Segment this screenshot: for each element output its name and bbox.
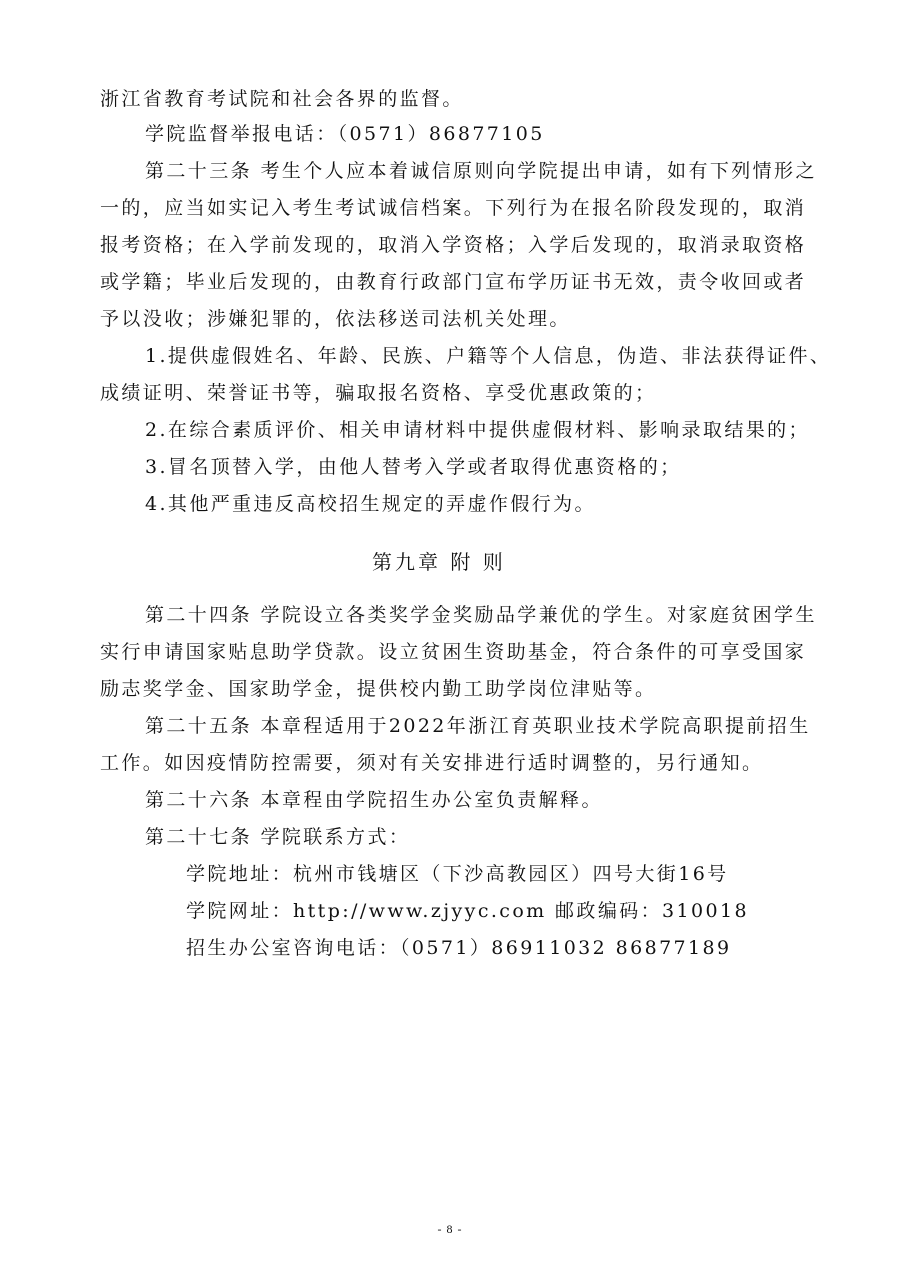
article-23-line-1: 第二十三条 考生个人应本着诚信原则向学院提出申请，如有下列情形之 bbox=[145, 160, 817, 182]
college-address: 学院地址：杭州市钱塘区（下沙高教园区）四号大街16号 bbox=[186, 863, 729, 885]
article-25-line-2: 工作。如因疫情防控需要，须对有关安排进行适时调整的，另行通知。 bbox=[100, 752, 764, 774]
page-number: - 8 - bbox=[437, 1222, 463, 1236]
article-23-line-3: 报考资格；在入学前发现的，取消入学资格；入学后发现的，取消录取资格 bbox=[100, 234, 807, 256]
list-item-3: 3.冒名顶替入学，由他人替考入学或者取得优惠资格的； bbox=[145, 456, 682, 478]
chapter-heading: 第九章 附 则 bbox=[372, 550, 506, 574]
article-23-line-4: 或学籍；毕业后发现的，由教育行政部门宣布学历证书无效，责令收回或者 bbox=[100, 271, 807, 293]
article-24-line-1: 第二十四条 学院设立各类奖学金奖励品学兼优的学生。对家庭贫困学生 bbox=[145, 604, 817, 626]
list-item-2: 2.在综合素质评价、相关申请材料中提供虚假材料、影响录取结果的； bbox=[145, 419, 810, 441]
article-26: 第二十六条 本章程由学院招生办公室负责解释。 bbox=[145, 789, 603, 811]
report-phone-line: 学院监督举报电话：（0571）86877105 bbox=[145, 123, 545, 145]
article-24-line-2: 实行申请国家贴息助学贷款。设立贫困生资助基金，符合条件的可享受国家 bbox=[100, 641, 807, 663]
paragraph-continuation: 浙江省教育考试院和社会各界的监督。 bbox=[100, 88, 464, 110]
article-25-line-1: 第二十五条 本章程适用于2022年浙江育英职业技术学院高职提前招生 bbox=[145, 715, 811, 737]
list-item-4: 4.其他严重违反高校招生规定的弄虚作假行为。 bbox=[145, 493, 596, 515]
article-23-line-5: 予以没收；涉嫌犯罪的，依法移送司法机关处理。 bbox=[100, 308, 571, 330]
college-website-postcode: 学院网址：http://www.zjyyc.com 邮政编码：310018 bbox=[186, 900, 749, 922]
admissions-phone: 招生办公室咨询电话：（0571）86911032 86877189 bbox=[186, 937, 732, 959]
list-item-1-line-2: 成绩证明、荣誉证书等，骗取报名资格、享受优惠政策的； bbox=[100, 382, 657, 404]
article-23-line-2: 一的，应当如实记入考生考试诚信档案。下列行为在报名阶段发现的，取消 bbox=[100, 197, 807, 219]
article-27: 第二十七条 学院联系方式： bbox=[145, 826, 411, 848]
list-item-1-line-1: 1.提供虚假姓名、年龄、民族、户籍等个人信息，伪造、非法获得证件、 bbox=[145, 345, 832, 367]
article-24-line-3: 励志奖学金、国家助学金，提供校内勤工助学岗位津贴等。 bbox=[100, 678, 657, 700]
